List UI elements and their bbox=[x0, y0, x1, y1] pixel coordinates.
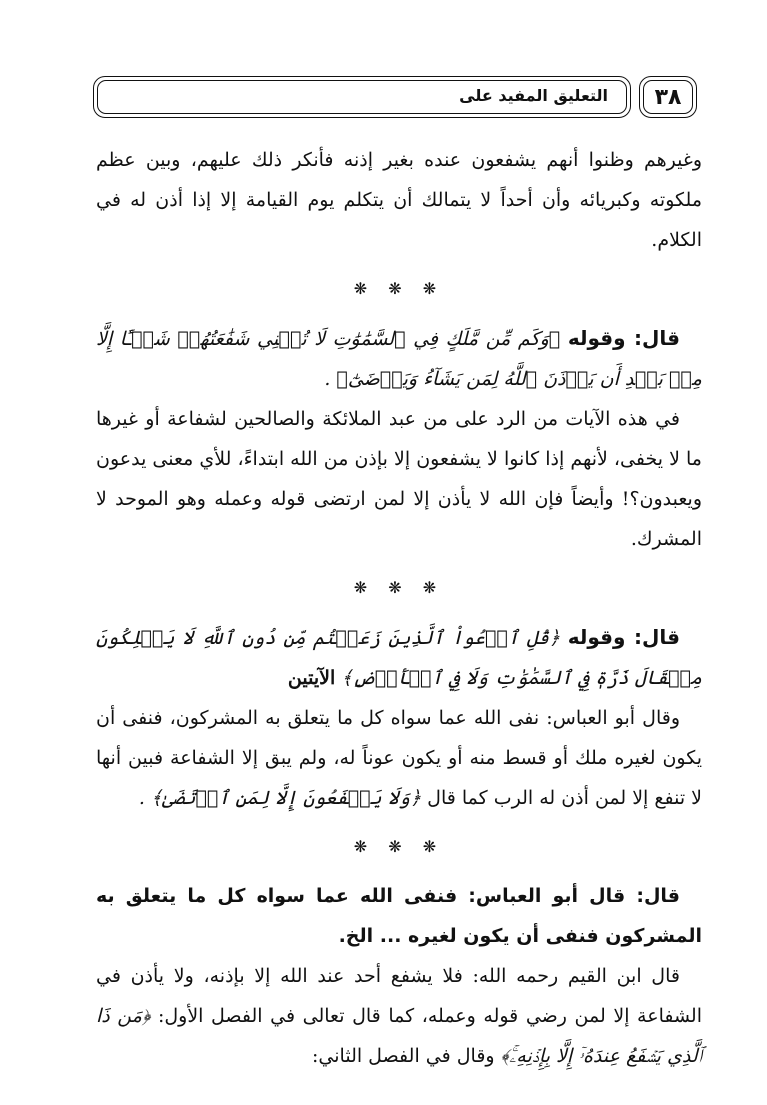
separator-1: ❋ ❋ ❋ bbox=[353, 279, 445, 298]
section-1-quote bbox=[96, 318, 702, 399]
paragraph-continuation: وغيرهم وظنوا أنهم يشفعون عنده بغير إذنه فأنكر ذلك عليهم، وبين عظم ملكوته وكبريائه وأن أحداً لا يتمالك أن يتكلم يوم القيامة إلا إذا أذن له في الكلام. bbox=[96, 149, 702, 251]
separator-2: ❋ ❋ ❋ bbox=[353, 578, 445, 597]
page-number-box bbox=[639, 76, 697, 118]
section-2-verse: ﴿قُلِ ٱدۡعُواْ ٱلَّذِينَ زَعَمۡتُم مِّن دُونِ ٱللَّهِ لَا يَمۡلِكُونَ مِثۡقَالَ ذَرَّةٖ فِي ٱلسَّمَٰوَٰتِ وَلَا فِي ٱلۡأَرۡضِ﴾ bbox=[96, 627, 702, 689]
separator-3: ❋ ❋ ❋ bbox=[353, 837, 445, 856]
section-2-verse-tail: الآيتين bbox=[287, 667, 336, 689]
page-body bbox=[96, 140, 702, 1076]
section-2-commentary-text: وقال أبو العباس: نفى الله عما سواه كل ما يتعلق به المشركون، فنفى أن يكون لغيره ملك أو قسط منه أو يكون عوناً له، ولم يبق إلا الشفاعة فبين أنها لا تنفع إلا لمن أذن له الرب كما قال bbox=[96, 707, 702, 809]
section-3-heading: قال: قال أبو العباس: فنفى الله عما سواه كل ما يتعلق به المشركون فنفى أن يكون لغيره ... الخ. bbox=[96, 885, 702, 947]
section-2-verse-2: ﴿وَلَا يَشۡفَعُونَ إِلَّا لِمَنِ ٱرۡتَضَىٰ﴾ . bbox=[138, 787, 422, 809]
section-1-commentary: في هذه الآيات من الرد على من عبد الملائكة والصالحين لشفاعة أو غيرها ما لا يخفى، لأنهم إذا كانوا لا يشفعون إلا بإذن من الله ابتداءً، للأي معنى يدعون ويعبدون؟! وأيضاً فإن الله لا يأذن إلا لمن ارتضى قوله وعمله وهو الموحد لا المشرك. bbox=[96, 408, 702, 550]
page-header bbox=[93, 76, 697, 118]
section-3-verse: ﴿مَن ذَا ٱلَّذِي يَشۡفَعُ عِندَهُۥٓ إِلَّا بِإِذۡنِهِۦۚ﴾ bbox=[96, 1005, 702, 1067]
section-1-lead: قال: وقوله bbox=[567, 326, 680, 350]
section-2-lead: قال: وقوله bbox=[567, 625, 680, 649]
running-title-box bbox=[93, 76, 631, 118]
section-2-commentary bbox=[96, 698, 702, 818]
section-3-commentary-text: قال ابن القيم رحمه الله: فلا يشفع أحد عند الله إلا بإذنه، ولا يأذن في الشفاعة إلا لمن رضي قوله وعمله، كما قال تعالى في الفصل الأول: bbox=[96, 965, 702, 1027]
running-title: التعليق المفيد على bbox=[459, 86, 608, 105]
section-2-quote bbox=[96, 617, 702, 698]
page-number: ٣٨ bbox=[654, 84, 682, 110]
section-1-verse: ﴿وَكَم مِّن مَّلَكٍ فِي ٱلسَّمَٰوَٰتِ لَا تُغۡنِي شَفَٰعَتُهُمۡ شَيۡـًٔا إِلَّا مِنۢ بَعۡدِ أَن يَأۡذَنَ ٱللَّهُ لِمَن يَشَآءُ وَيَرۡضَىٰٓ﴾ . bbox=[96, 328, 702, 390]
section-3-tail: وقال في الفصل الثاني: bbox=[312, 1045, 495, 1067]
section-3-commentary bbox=[96, 956, 702, 1076]
